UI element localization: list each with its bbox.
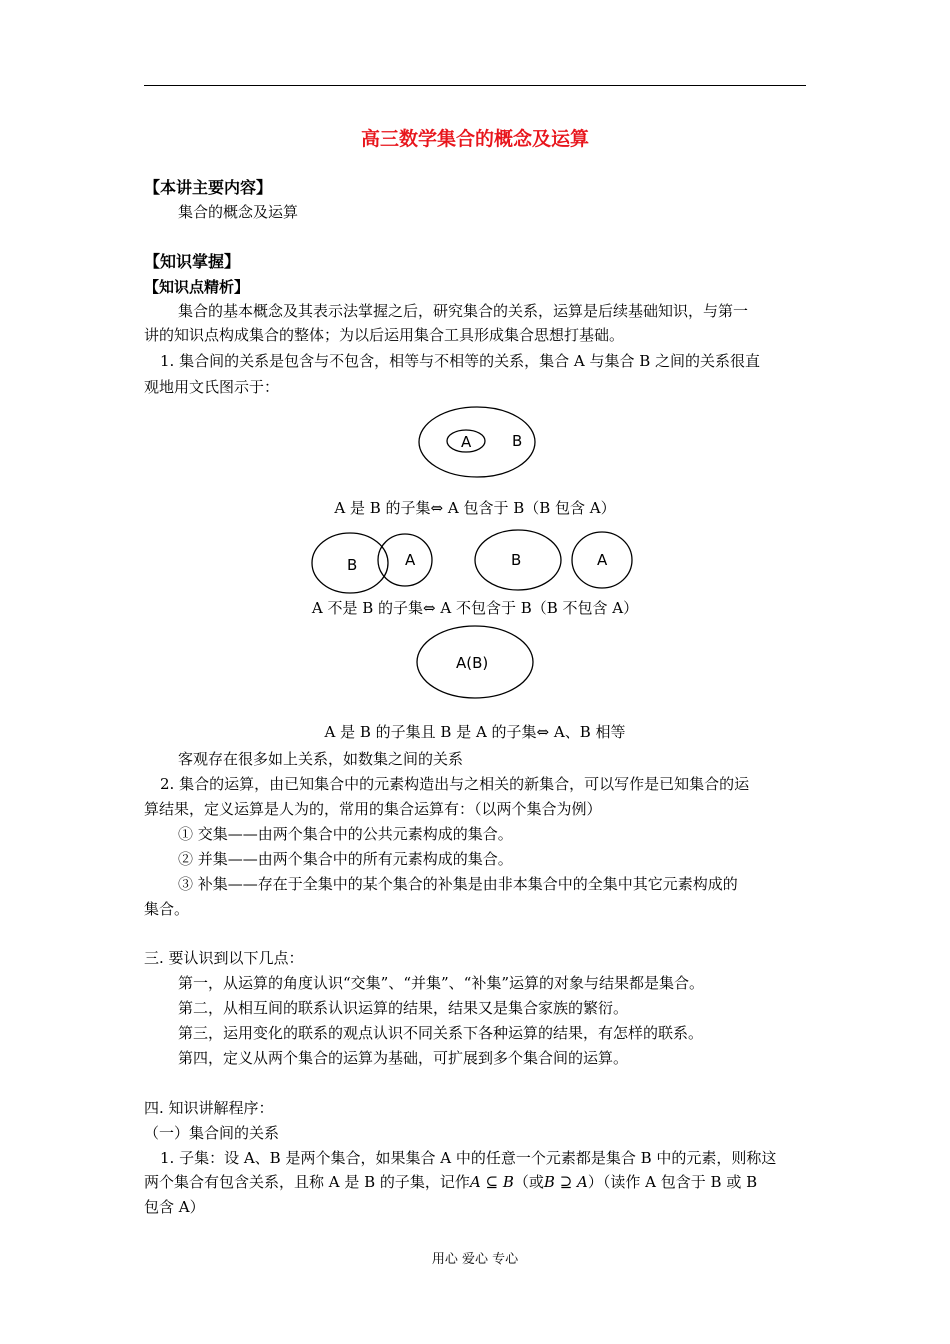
set-ab-label: A(B)	[456, 654, 489, 672]
point-second: 第二，从相互间的联系认识运算的结果，结果又是集合家族的繁衍。	[178, 999, 629, 1017]
page-footer: 用心 爱心 专心	[431, 1252, 519, 1267]
section-4-heading: 四. 知识讲解程序：	[144, 1099, 274, 1117]
operation-union: ② 并集——由两个集合中的所有元素构成的集合。	[178, 850, 513, 868]
subset-text-a: 两个集合有包含关系，且称 A 是 B 的子集，记作	[144, 1173, 470, 1191]
caption-subset: A 是 B 的子集⇔ A 包含于 B（B 包含 A）	[334, 499, 616, 517]
item-1-line-2: 观地用文氏图示于：	[144, 378, 280, 396]
header-rule	[144, 85, 806, 86]
item-2-line-2: 算结果，定义运算是人为的，常用的集合运算有：（以两个集合为例）	[144, 800, 602, 818]
set-b-label: B	[512, 432, 523, 450]
venn-diagram-subset	[410, 403, 545, 483]
set-a-label: A	[461, 433, 472, 451]
point-first: 第一，从运算的角度认识“交集”、“并集”、“补集”运算的对象与结果都是集合。	[178, 974, 705, 992]
section-knowledge-heading: 【知识掌握】	[144, 252, 241, 271]
objective-text: 客观存在很多如上关系，如数集之间的关系	[178, 750, 464, 768]
point-third: 第三，运用变化的联系的观点认识不同关系下各种运算的结果，有怎样的联系。	[178, 1024, 704, 1042]
set-b-label-disjoint: B	[511, 551, 522, 569]
subset-text-c: ）（读作 A 包含于 B 或 B	[587, 1173, 758, 1191]
venn-diagram-equal	[412, 624, 537, 702]
venn-diagram-not-subset	[305, 528, 640, 600]
page-title: 高三数学集合的概念及运算	[360, 128, 589, 150]
item-1-line-1: 1. 集合间的关系是包含与不包含，相等与不相等的关系，集合 A 与集合 B 之间的关系很直	[160, 352, 761, 370]
point-fourth: 第四，定义从两个集合的运算为基础，可扩展到多个集合间的运算。	[178, 1049, 629, 1067]
subset-text-b: （或	[513, 1173, 544, 1191]
subset-notation: A ⊆ B	[469, 1173, 514, 1191]
main-content-text: 集合的概念及运算	[178, 203, 299, 221]
subset-definition-line-2	[144, 1172, 757, 1192]
operation-intersection: ① 交集——由两个集合中的公共元素构成的集合。	[178, 825, 513, 843]
operation-complement-line-1: ③ 补集——存在于全集中的某个集合的补集是由非本集合中的全集中其它元素构成的	[178, 875, 738, 893]
set-a-label-disjoint: A	[597, 551, 608, 569]
section-3-heading: 三. 要认识到以下几点：	[144, 949, 304, 967]
caption-equal: A 是 B 的子集且 B 是 A 的子集⇔ A、B 相等	[324, 723, 626, 741]
caption-not-subset: A 不是 B 的子集⇔ A 不包含于 B（B 不包含 A）	[311, 599, 639, 617]
superset-notation: B ⊇ A	[543, 1173, 588, 1191]
item-2-line-1: 2. 集合的运算，由已知集合中的元素构造出与之相关的新集合，可以写作是已知集合的运	[160, 775, 750, 793]
operation-complement-line-2: 集合。	[144, 900, 190, 918]
subset-definition-line-3: 包含 A）	[144, 1198, 205, 1216]
set-b-label-overlap: B	[347, 556, 358, 574]
paragraph-1-line-2: 讲的知识点构成集合的整体；为以后运用集合工具形成集合思想打基础。	[144, 326, 625, 344]
paragraph-1-line-1: 集合的基本概念及其表示法掌握之后，研究集合的关系，运算是后续基础知识，与第一	[178, 302, 749, 320]
subset-definition-line-1: 1. 子集：设 A、B 是两个集合，如果集合 A 中的任意一个元素都是集合 B 中的元素，则称这	[160, 1149, 777, 1167]
subsection-1-heading: （一）集合间的关系	[144, 1124, 280, 1142]
section-main-heading: 【本讲主要内容】	[144, 178, 273, 197]
section-points-heading: 【知识点精析】	[144, 278, 250, 296]
set-a-label-overlap: A	[405, 551, 416, 569]
